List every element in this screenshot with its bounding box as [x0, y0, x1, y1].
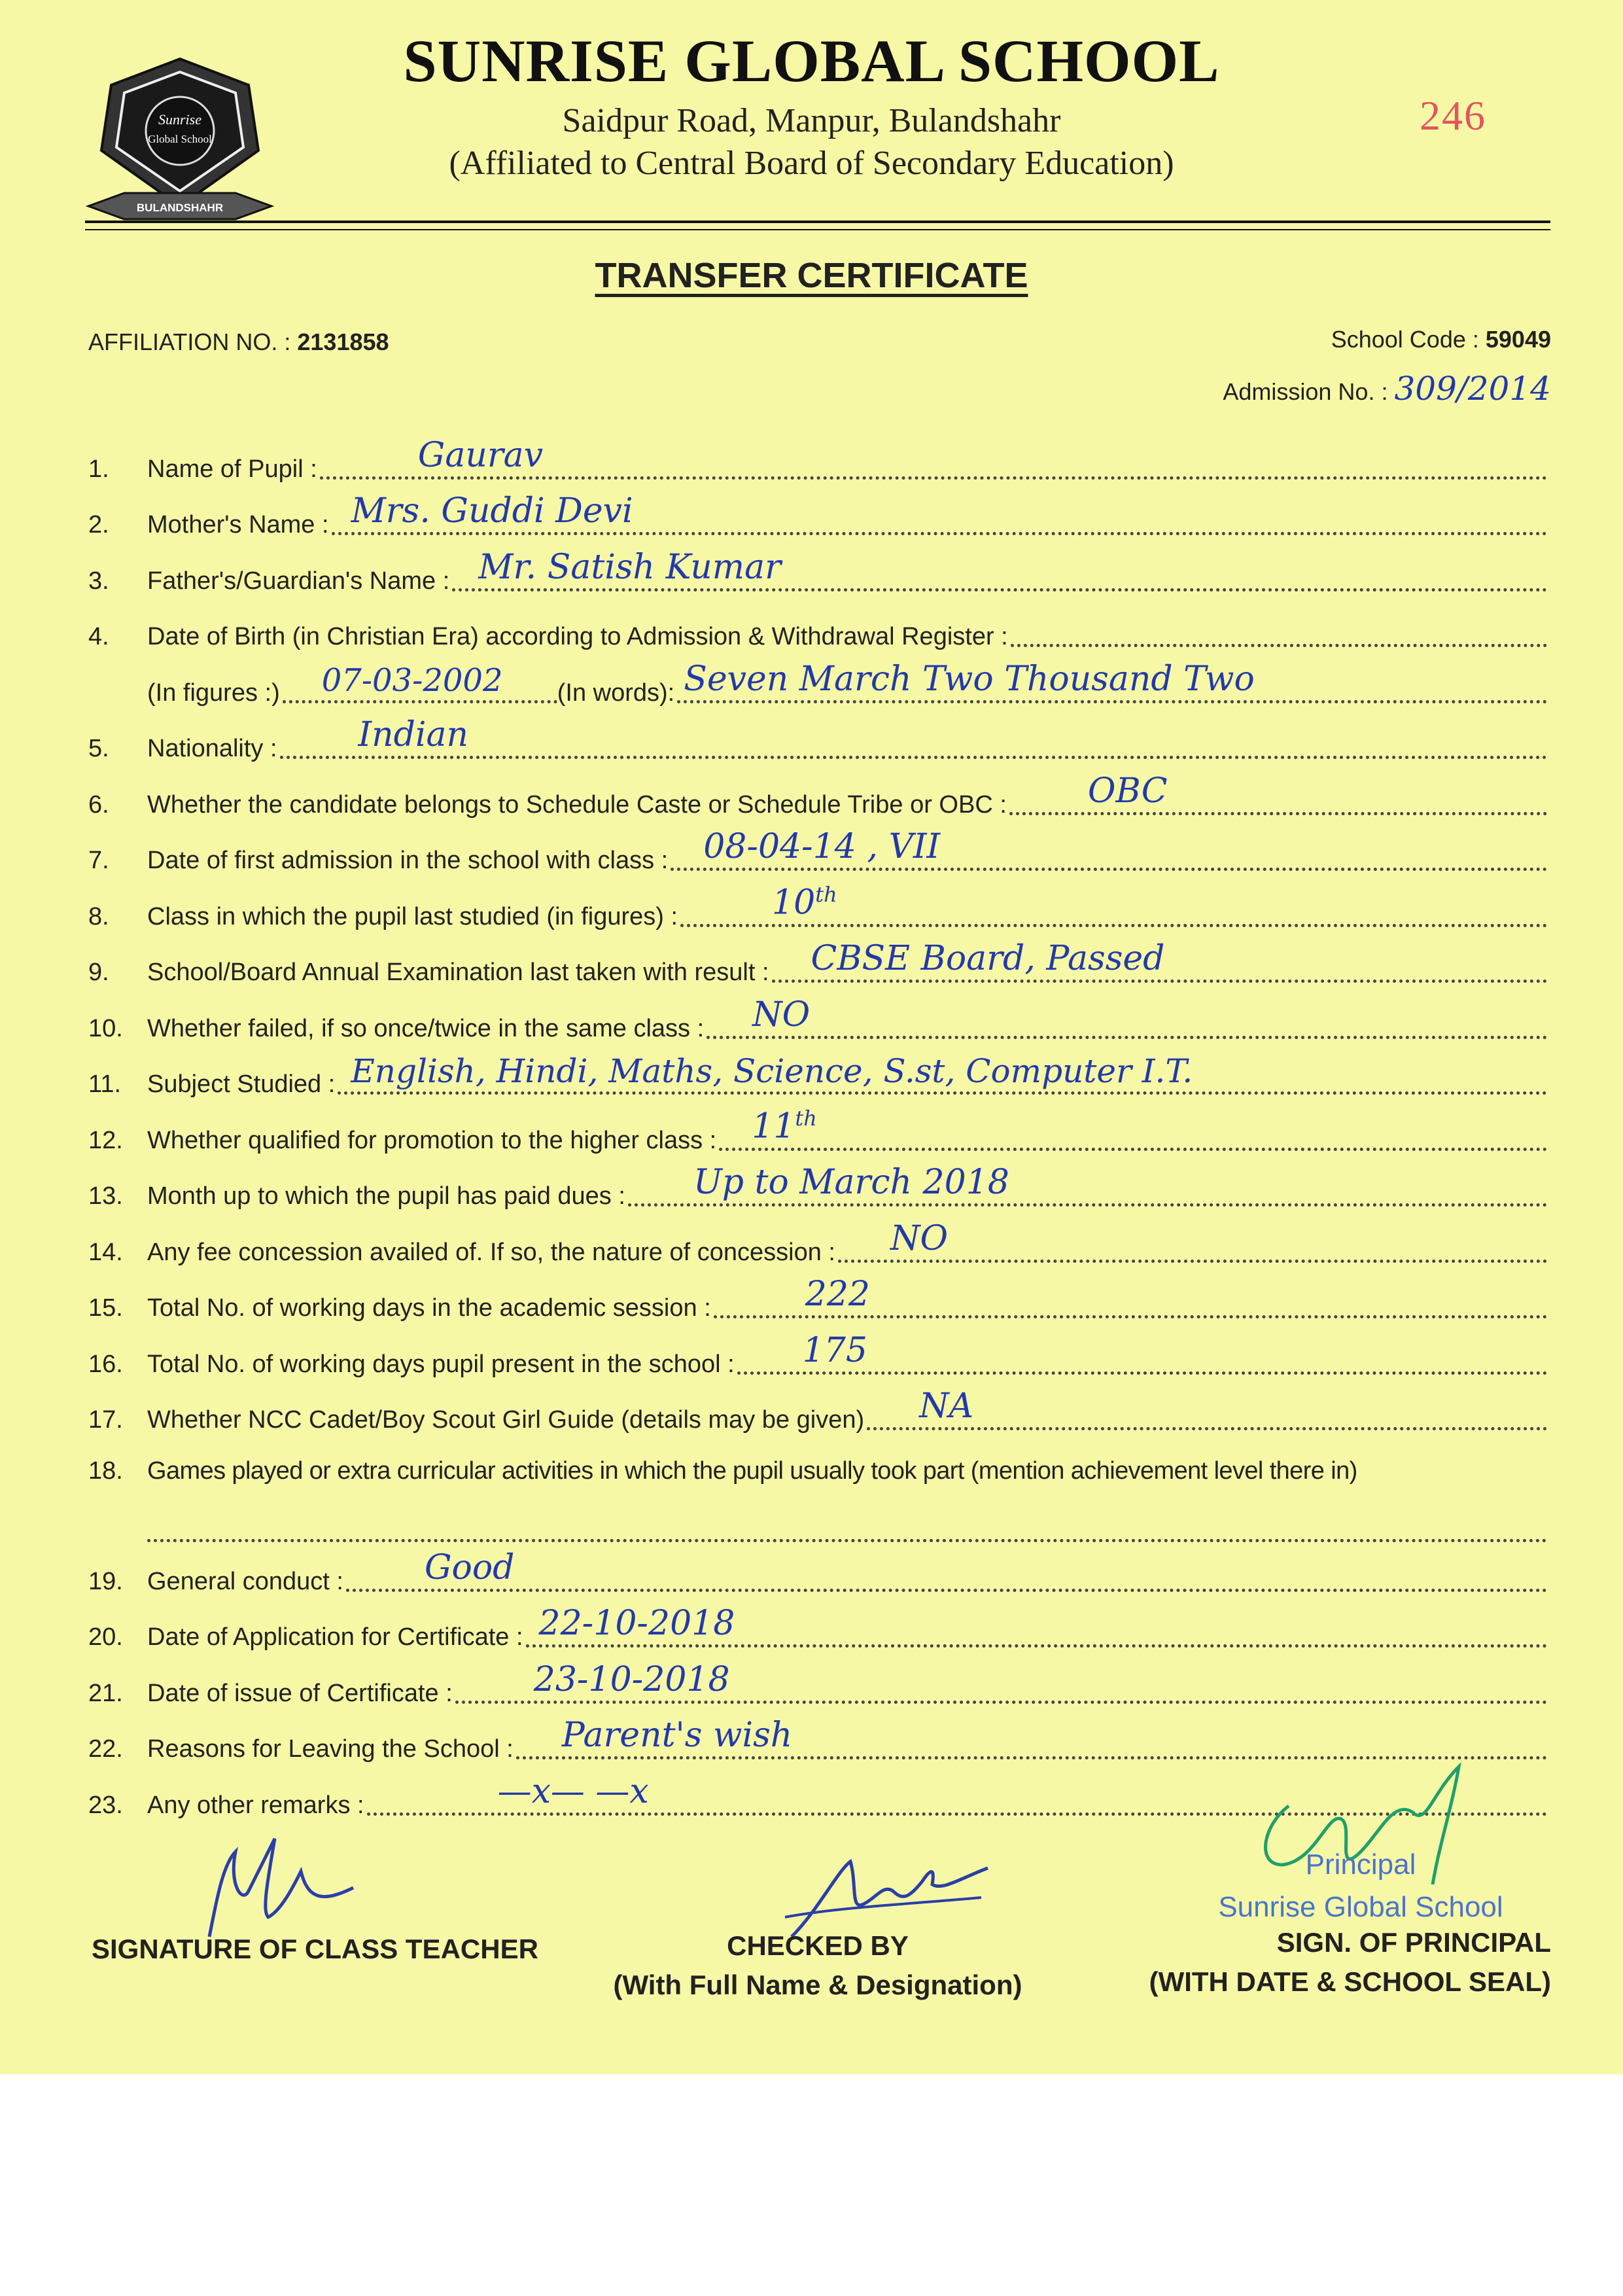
- list-item: 6. Whether the candidate belongs to Schedule Caste or Schedule Tribe or OBC : OBC: [88, 771, 1547, 827]
- seal-principal: Principal: [1305, 1848, 1416, 1881]
- general-conduct: Good: [424, 1547, 515, 1587]
- promotion-class: 11th: [752, 1106, 817, 1146]
- list-item: 13. Month up to which the pupil has paid dues : Up to March 2018: [88, 1163, 1547, 1219]
- class-teacher-label: SIGNATURE OF CLASS TEACHER: [92, 1934, 538, 1964]
- affiliation-no: [88, 328, 389, 356]
- list-item: 17. Whether NCC Cadet/Boy Scout Girl Guide (details may be given) NA: [88, 1386, 1547, 1443]
- list-item: 9. School/Board Annual Examination last taken with result : CBSE Board, Passed: [88, 939, 1547, 995]
- school-address: Saidpur Road, Manpur, Bulandshahr: [562, 102, 1061, 139]
- svg-text:Global School: Global School: [148, 133, 212, 145]
- working-days: 222: [805, 1275, 871, 1314]
- affiliation-line: (Affiliated to Central Board of Secondary Education): [449, 145, 1174, 182]
- svg-text:BULANDSHAHR: BULANDSHAHR: [136, 202, 224, 214]
- nationality: Indian: [358, 715, 468, 754]
- list-item: 7. Date of first admission in the school with class : 08-04-14 , VII: [88, 827, 1547, 883]
- list-item: 15. Total No. of working days in the academic session : 222: [88, 1275, 1547, 1331]
- list-item: 10. Whether failed, if so once/twice in the same class : NO: [88, 995, 1547, 1051]
- other-remarks: —x— —x: [497, 1771, 649, 1811]
- principal-note: (WITH DATE & SCHOOL SEAL): [1149, 1966, 1551, 1997]
- list-item: 23. Any other remarks : —x— —x: [88, 1771, 1547, 1828]
- pupil-name: Gaurav: [417, 435, 544, 475]
- seal-school-name: Sunrise Global School: [1218, 1891, 1503, 1923]
- list-item: 20. Date of Application for Certificate : 22-10-2018: [88, 1604, 1547, 1660]
- category: OBC: [1087, 771, 1168, 811]
- list-item: 16. Total No. of working days pupil present in the school : 175: [88, 1330, 1547, 1386]
- affiliation-value: 2131858: [297, 328, 389, 355]
- checked-by-note: (With Full Name & Designation): [613, 1969, 1022, 2000]
- list-item: 19. General conduct : Good: [88, 1547, 1547, 1604]
- school-name: SUNRISE GLOBAL SCHOOL: [403, 27, 1220, 94]
- list-item: 3. Father's/Guardian's Name : Mr. Satish Kumar: [88, 547, 1547, 603]
- admission-no: [1223, 370, 1551, 408]
- failed-status: NO: [752, 995, 811, 1034]
- dues-paid: Up to March 2018: [693, 1163, 1009, 1202]
- document-title: TRANSFER CERTIFICATE: [595, 256, 1028, 295]
- school-code-value: 59049: [1485, 326, 1551, 353]
- serial-number: 246: [1420, 92, 1486, 139]
- father-name: Mr. Satish Kumar: [478, 547, 781, 587]
- list-item: 12. Whether qualified for promotion to the higher class : 11th: [88, 1106, 1547, 1163]
- svg-text:Sunrise: Sunrise: [158, 111, 201, 128]
- certificate-items: [88, 435, 1547, 1828]
- list-item: 18. Games played or extra curricular activities in which the pupil usually took part (mention achievement level there in): [88, 1457, 1357, 1485]
- subjects: English, Hindi, Maths, Science, S.st, Computer I.T.: [351, 1052, 1193, 1090]
- checked-by-signature: [778, 1845, 994, 1943]
- first-admission: 08-04-14 , VII: [703, 827, 941, 866]
- last-class: 10th: [772, 882, 837, 923]
- mother-name: Mrs. Guddi Devi: [351, 491, 633, 531]
- issue-date: 23-10-2018: [533, 1659, 730, 1699]
- application-date: 22-10-2018: [538, 1604, 735, 1643]
- list-item: 5. Nationality : Indian: [88, 715, 1547, 771]
- dob-figures: 07-03-2002: [321, 662, 503, 699]
- list-item: 8. Class in which the pupil last studied (in figures) : 10th: [88, 883, 1547, 939]
- dob-words: Seven March Two Thousand Two: [684, 659, 1255, 699]
- activities-blank-line: [147, 1493, 1547, 1542]
- school-code-label: School Code :: [1331, 326, 1479, 353]
- class-teacher-signature: [196, 1826, 366, 1950]
- leaving-reason: Parent's wish: [561, 1716, 793, 1755]
- list-item: 11. Subject Studied : English, Hindi, Maths, Science, S.st, Computer I.T.: [88, 1051, 1547, 1107]
- fee-concession: NO: [890, 1218, 949, 1258]
- exam-result: CBSE Board, Passed: [811, 939, 1165, 978]
- school-code: [1331, 326, 1551, 353]
- list-item: 1. Name of Pupil : Gaurav: [88, 435, 1547, 491]
- list-item: 21. Date of issue of Certificate : 23-10-2018: [88, 1659, 1547, 1716]
- checked-by-label: CHECKED BY: [727, 1930, 909, 1961]
- list-item: 22. Reasons for Leaving the School : Parent's wish: [88, 1716, 1547, 1772]
- days-present: 175: [802, 1330, 867, 1370]
- principal-label: SIGN. OF PRINCIPAL: [1276, 1927, 1551, 1958]
- list-item: (In figures :) 07-03-2002 (In words): Seven March Two Thousand Two: [88, 659, 1547, 715]
- affiliation-label: AFFILIATION NO. :: [88, 328, 291, 355]
- list-item: 2. Mother's Name : Mrs. Guddi Devi: [88, 491, 1547, 548]
- admission-value: 309/2014: [1394, 370, 1551, 408]
- header-divider-thin: [85, 229, 1550, 230]
- ncc-status: NA: [919, 1386, 974, 1426]
- list-item: 4. Date of Birth (in Christian Era) according to Admission & Withdrawal Register :: [88, 603, 1547, 660]
- header-divider: [85, 221, 1550, 223]
- admission-label: Admission No. :: [1223, 378, 1388, 405]
- list-item: 14. Any fee concession availed of. If so, the nature of concession : NO: [88, 1218, 1547, 1275]
